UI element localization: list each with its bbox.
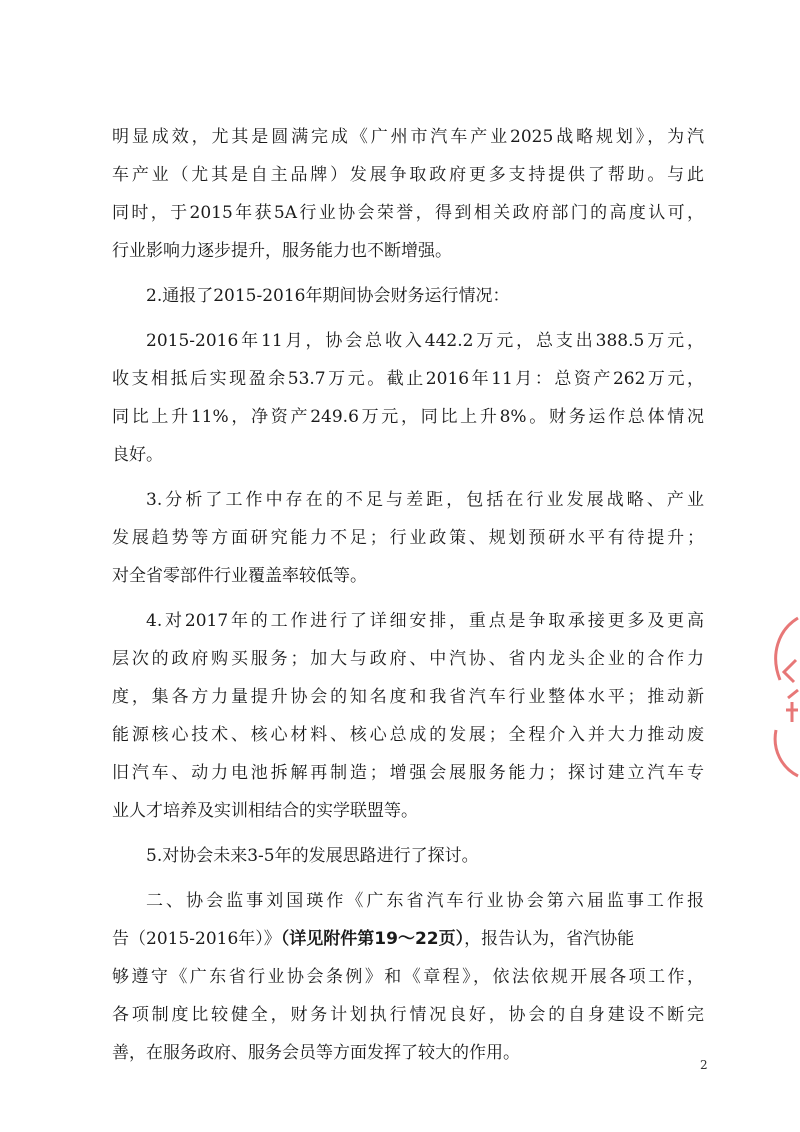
text-line: 2015-2016年11月，协会总收入442.2万元，总支出388.5万元， <box>146 331 704 351</box>
page-number: 2 <box>700 1058 708 1072</box>
text-line: 行业影响力逐步提升，服务能力也不断增强。 <box>112 241 452 261</box>
text-line: 明显成效，尤其是圆满完成《广州市汽车产业2025战略规划》，为汽 <box>112 127 704 147</box>
text-line: 4.对2017年的工作进行了详细安排，重点是争取承接更多及更高 <box>146 611 704 631</box>
text-line: 对全省零部件行业覆盖率较低等。 <box>112 566 367 586</box>
text-line <box>112 920 704 958</box>
text-line: 层次的政府购买服务；加大与政府、中汽协、省内龙头企业的合作力 <box>112 649 704 669</box>
attachment-reference: （详见附件第19～22页） <box>280 929 465 949</box>
text-line: 收支相抵后实现盈余53.7万元。截止2016年11月：总资产262万元， <box>112 369 704 389</box>
text-line: 5.对协会未来3-5年的发展思路进行了探讨。 <box>146 846 479 866</box>
text-line: 发展趋势等方面研究能力不足；行业政策、规划预研水平有待提升； <box>112 528 704 548</box>
text-span: ，报告认为，省汽协能 <box>464 929 635 949</box>
text-line: 2.通报了2015-2016年期间协会财务运行情况： <box>146 286 510 306</box>
text-line: 能源核心技术、核心材料、核心总成的发展；全程介入并大力推动废 <box>112 725 704 745</box>
text-line: 3.分析了工作中存在的不足与差距，包括在行业发展战略、产业 <box>146 490 704 510</box>
text-line: 二、协会监事刘国瑛作《广东省汽车行业协会第六届监事工作报 <box>146 891 704 911</box>
text-line: 同时，于2015年获5A行业协会荣誉，得到相关政府部门的高度认可， <box>112 203 704 223</box>
text-line: 度，集各方力量提升协会的知名度和我省汽车行业整体水平；推动新 <box>112 687 704 707</box>
text-line: 各项制度比较健全，财务计划执行情况良好，协会的自身建设不断完 <box>112 1005 704 1025</box>
document-body <box>112 118 704 1072</box>
text-line: 同比上升11%，净资产249.6万元，同比上升8%。财务运作总体情况 <box>112 407 704 427</box>
seal-stamp-icon <box>758 610 800 780</box>
text-line: 业人才培养及实训相结合的实学联盟等。 <box>112 801 418 821</box>
text-line: 够遵守《广东省行业协会条例》和《章程》，依法依规开展各项工作， <box>112 967 704 987</box>
text-line: 良好。 <box>112 445 163 465</box>
report-title-tail: 告（2015-2016年）》 <box>112 929 281 949</box>
text-line: 车产业（尤其是自主品牌）发展争取政府更多支持提供了帮助。与此 <box>112 165 704 185</box>
text-line: 善，在服务政府、服务会员等方面发挥了较大的作用。 <box>112 1043 520 1063</box>
text-line: 旧汽车、动力电池拆解再制造；增强会展服务能力；探讨建立汽车专 <box>112 763 704 783</box>
